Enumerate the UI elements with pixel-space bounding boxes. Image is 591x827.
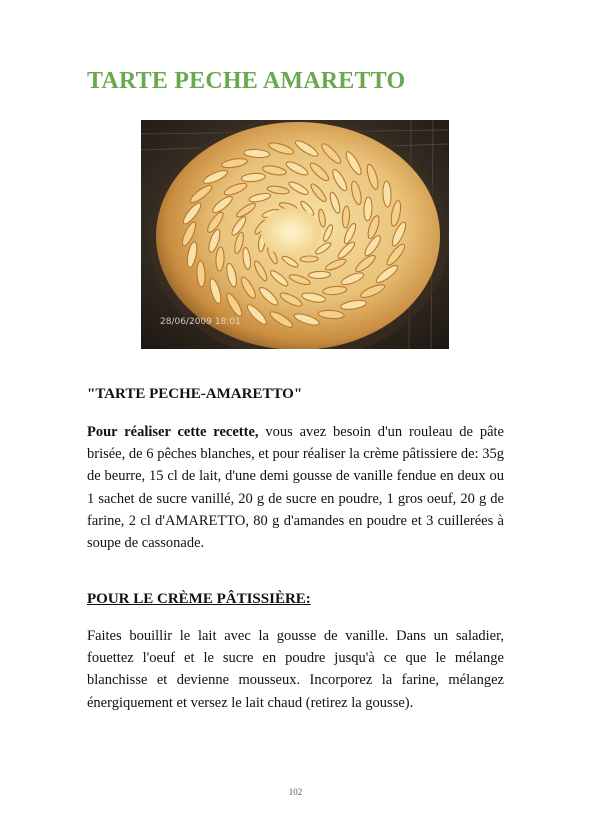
section-paragraph: Faites bouillir le lait avec la gousse de vanille. Dans un saladier, fouettez l'oeuf et le sucre en poudre jusqu'à ce que le mélange blanchisse et devienne mousseux. Incorporez la farine, mélangez énergiquement et versez le lait chaud (retirez la gousse). (87, 628, 504, 711)
recipe-subtitle: "TARTE PECHE-AMARETTO" (87, 386, 303, 402)
section-heading: POUR LE CRÈME PÂTISSIÈRE: (87, 591, 311, 607)
peach-slice (308, 271, 330, 279)
tart-photo (141, 120, 449, 349)
page-number: 102 (288, 787, 303, 797)
tart-illustration (141, 120, 449, 349)
intro-paragraph (87, 421, 504, 554)
page-title: TARTE PECHE AMARETTO (87, 68, 406, 94)
photo-date-stamp: 28/06/2009 18:01 (160, 317, 241, 327)
peach-slice (300, 256, 318, 262)
intro-text: vous avez besoin d'un rouleau de pâte brisée, de 6 pêches blanches, et pour réaliser la crème pâtissiere de: 35g de beurre, 15 cl de lait, d'une demi gousse de vanille fendue en deux ou 1 sachet de sucre vanillé, 20 g de sucre en poudre, 1 gros oeuf, 20 g de farine, 2 cl d'AMARETTO, 80 g d'amandes en poudre et 3 cuillerées à soupe de cassonade. (87, 424, 504, 552)
intro-lead: Pour réaliser cette recette, (87, 424, 259, 440)
